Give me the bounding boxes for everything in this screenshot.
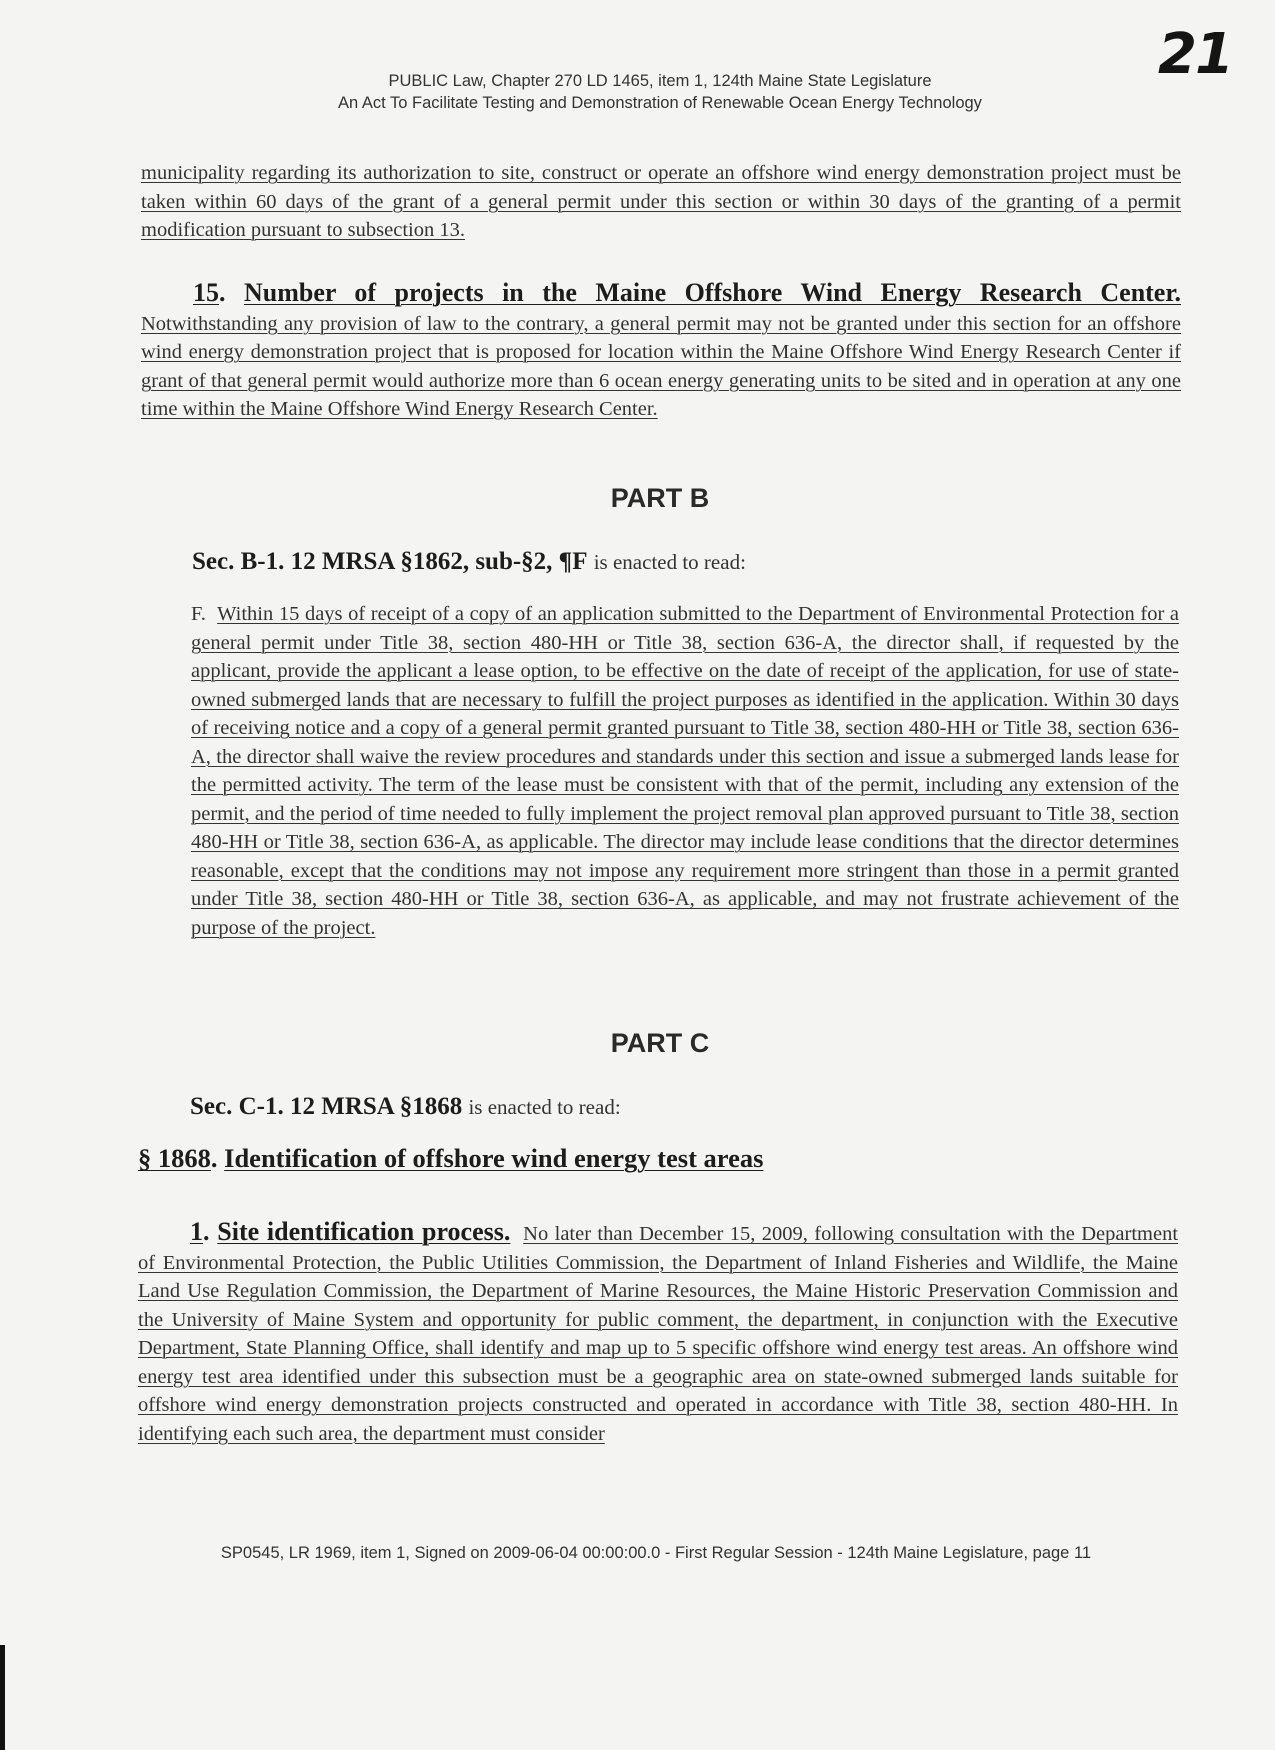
document-footer: SP0545, LR 1969, item 1, Signed on 2009-06-04 00:00:00.0 - First Regular Session - 124th Maine Legislature, page 11 (220, 1544, 1092, 1562)
subsection-1-heading: Site identification process. (217, 1217, 511, 1246)
section-title-text: Identification of offshore wind energy test areas (224, 1143, 764, 1173)
subsection-1-number: 1 (190, 1217, 203, 1246)
sec-c-1-enacted: is enacted to read: (468, 1095, 621, 1119)
paragraph-f-letter: F. (191, 603, 206, 625)
subsection-15-number: 15 (193, 278, 219, 307)
subsection-15-text: Notwithstanding any provision of law to the contrary, a general permit may not be granted under this section for an offshore wind energy demonstration project that is proposed for location within the Maine Offshore Wind Energy Research Center if grant of that general permit would authorize more than 6 ocean energy generating units to be sited and in operation at any one time within the Maine Offshore Wind Energy Research Center. (141, 312, 1181, 420)
subsection-1-text: No later than December 15, 2009, following consultation with the Department of Environmental Protection, the Public Utilities Commission, the Department of Inland Fisheries and Wildlife, the Maine Land Use Regulation Commission, the Department of Marine Resources, the Maine Historic Preservation Commission and the University of Maine System and opportunity for public comment, the department, in conjunction with the Executive Department, State Planning Office, shall identify and map up to 5 specific offshore wind energy test areas. An offshore wind energy test area identified under this subsection must be a geographic area on state-owned submerged lands suitable for offshore wind energy demonstration projects constructed and operated in accordance with Title 38, section 480-HH. In identifying each such area, the department must consider (138, 1223, 1179, 1445)
handwritten-page-number: 21 (1158, 22, 1232, 87)
paragraph-f-text: Within 15 days of receipt of a copy of an application submitted to the Department of Environmental Protection for a general permit under Title 38, section 480-HH or Title 38, section 636-A, the director shall, if requested by the applicant, provide the applicant a lease option, to be effective on the date of receipt of the application, for use of state-owned submerged lands that are necessary to fulfill the project purposes as identified in the application. Within 30 days of receiving notice and a copy of a general permit granted pursuant to Title 38, section 480-HH or Title 38, section 636-A, the director shall waive the review procedures and standards under this section and issue a submerged lands lease for the permitted activity. The term of the lease must be consistent with that of the permit, including any extension of the permit, and the period of time needed to fully implement the project removal plan approved pursuant to Title 38, section 480-HH or Title 38, section 636-A, as applicable. The director may include lease conditions that the director determines reasonable, except that the conditions may not impose any requirement more stringent than those in a permit granted under Title 38, section 480-HH or Title 38, section 636-A, as applicable, and may not frustrate achievement of the purpose of the project. (191, 603, 1179, 939)
section-1868-title: § 1868. Identification of offshore wind energy test areas (138, 1143, 764, 1173)
subsection-15-heading: Number of projects in the Maine Offshore Wind Energy Research Center. (243, 278, 1182, 307)
carryover-paragraph: municipality regarding its authorization to site, construct or operate an offshore wind energy demonstration project must be taken within 60 days of the grant of a general permit under this section or within 30 days of the granting of a permit modification pursuant to subsection 13. (141, 162, 1181, 241)
scan-edge-mark (0, 1645, 5, 1750)
paragraph-f (191, 600, 1179, 942)
section-symbol: § 1868 (138, 1143, 211, 1173)
document-header (0, 70, 1275, 114)
sec-b-1-label: Sec. B-1. 12 MRSA §1862, sub-§2, ¶F (192, 548, 588, 575)
part-c-heading: PART C (610, 1028, 710, 1058)
subsection-15: 15. Number of projects in the Maine Offshore Wind Energy Research Center. Notwithstanding any provision of law to the contrary, a general permit may not be granted under this section for an offshore wind energy demonstration project that is proposed for location within the Maine Offshore Wind Energy Research Center if grant of that general permit would authorize more than 6 ocean energy generating units to be sited and in operation at any one time within the Maine Offshore Wind Energy Research Center. (141, 278, 1182, 420)
header-line-2: An Act To Facilitate Testing and Demonstration of Renewable Ocean Energy Technology (338, 94, 982, 112)
sec-c-1-label: Sec. C-1. 12 MRSA §1868 (190, 1093, 463, 1120)
sec-b-1-enacted: is enacted to read: (593, 550, 746, 574)
sec-b-1-line (192, 548, 746, 576)
sec-c-1-line (190, 1093, 621, 1121)
header-line-1: PUBLIC Law, Chapter 270 LD 1465, item 1, 124th Maine State Legislature (388, 72, 932, 90)
part-b-heading: PART B (610, 483, 710, 513)
subsection-1: 1. Site identification process. No later than December 15, 2009, following consultation with the Department of Environmental Protection, the Public Utilities Commission, the Department of Inland Fisheries and Wildlife, the Maine Land Use Regulation Commission, the Department of Marine Resources, the Maine Historic Preservation Commission and the University of Maine System and opportunity for public comment, the department, in conjunction with the Executive Department, State Planning Office, shall identify and map up to 5 specific offshore wind energy test areas. An offshore wind energy test area identified under this subsection must be a geographic area on state-owned submerged lands suitable for offshore wind energy demonstration projects constructed and operated in accordance with Title 38, section 480-HH. In identifying each such area, the department must consider (138, 1217, 1179, 1445)
